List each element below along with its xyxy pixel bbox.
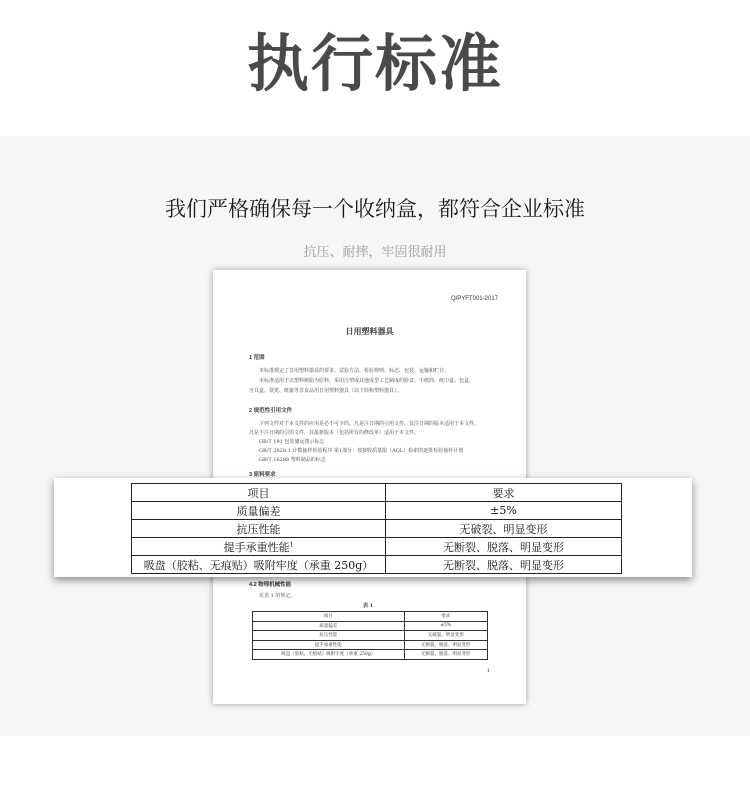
column-header: 项目 — [132, 484, 386, 502]
footnote-mark: 1 — [289, 540, 294, 548]
tagline: 抗压、耐摔，牢固很耐用 — [303, 245, 447, 260]
table-row — [253, 631, 488, 641]
section-heading: 4.2 物理机械性能 — [249, 582, 292, 588]
section-heading: 3 原料要求 — [249, 472, 276, 478]
table-cell: 质量偏差 — [253, 621, 405, 631]
table-row — [132, 520, 622, 538]
table-row — [253, 650, 488, 660]
column-header: 要求 — [386, 484, 622, 502]
document-line: GB/T 191 包装储运图示标志 — [259, 439, 325, 445]
table-row — [253, 640, 488, 650]
page-number: 1 — [486, 668, 490, 674]
zoomed-table-callout — [54, 478, 692, 577]
document-line: 本标准适用于以塑料树脂为原料，采用注塑成其他成型工艺制成的脸盆、手纸筒、纸巾盒、包盒、 — [259, 378, 475, 384]
document-title: 日用塑料器具 — [345, 327, 394, 336]
requirements-table — [131, 483, 622, 574]
table-cell: ±5% — [404, 621, 488, 631]
table-cell: 无断裂、脱落、明显变形 — [386, 556, 622, 574]
document-line: 见表 1 的规定。 — [259, 593, 296, 599]
table-cell: 无断裂、脱落、明显变形 — [404, 640, 488, 650]
table-cell: 无破裂、明显变形 — [404, 631, 488, 641]
table-cell: 质量偏差 — [132, 502, 386, 520]
table-row — [132, 556, 622, 574]
hero-title: 执行标准 — [246, 27, 503, 100]
cell-text: 提手承重性能 — [223, 540, 290, 554]
table-header-row — [132, 484, 622, 502]
document-code: Q/PYFT001-2017 — [450, 296, 498, 302]
table-row — [132, 538, 622, 556]
document-line: GB/T 2828.1 计数抽样检验程序 第1部分：按接收质量限（AQL）检索的逐批检验抽样计划 — [259, 448, 464, 454]
table-cell: 吸盘（胶粘、无痕贴）吸附牢度（承重 250g） — [253, 650, 405, 660]
table-cell: 无破裂、明显变形 — [386, 520, 622, 538]
document-line: 本标准规定了日用塑料器具的要求、试验方法、检验规则、标志、包装、运输和贮存。 — [259, 368, 450, 374]
table-cell: 无断裂、脱落、明显变形 — [404, 650, 488, 660]
table-cell: 抗压性能 — [132, 520, 386, 538]
subtitle: 我们严格确保每一个收纳盒，都符合企业标准 — [165, 197, 585, 221]
document-line: 凡是不注日期的引用文件，其最新版本（包括所有的修改单）适用于本文件。 — [249, 430, 420, 436]
table-cell: 无断裂、脱落、明显变形 — [386, 538, 622, 556]
table-cell: 项目 — [253, 612, 405, 622]
table-cell: 吸盘（胶粘、无痕贴）吸附牢度（承重 250g） — [132, 556, 386, 574]
table-cell: ±5% — [386, 502, 622, 520]
mini-requirements-table — [252, 611, 488, 660]
table-row — [132, 502, 622, 520]
document-line: 牙具盒、筷笼、纸篓等非食品用日用塑料器具（以下简称塑料器具）。 — [249, 388, 402, 394]
table-cell — [132, 538, 386, 556]
table-row — [253, 612, 488, 622]
section-heading: 1 范围 — [249, 355, 265, 361]
document-line: GB/T 16288 塑料制品的标志 — [259, 457, 326, 463]
document-line: 下列文件对于本文件的应用是必不可少的。凡是注日期的引用文件，仅注日期的版本适用于本文件。 — [259, 421, 480, 427]
table-cell: 抗压性能 — [253, 631, 405, 641]
section-heading: 2 规范性引用文件 — [249, 408, 293, 414]
table-row — [253, 621, 488, 631]
table-caption: 表 1 — [363, 603, 374, 609]
table-cell: 要求 — [404, 612, 488, 622]
table-cell: 提手承重性能 — [253, 640, 405, 650]
